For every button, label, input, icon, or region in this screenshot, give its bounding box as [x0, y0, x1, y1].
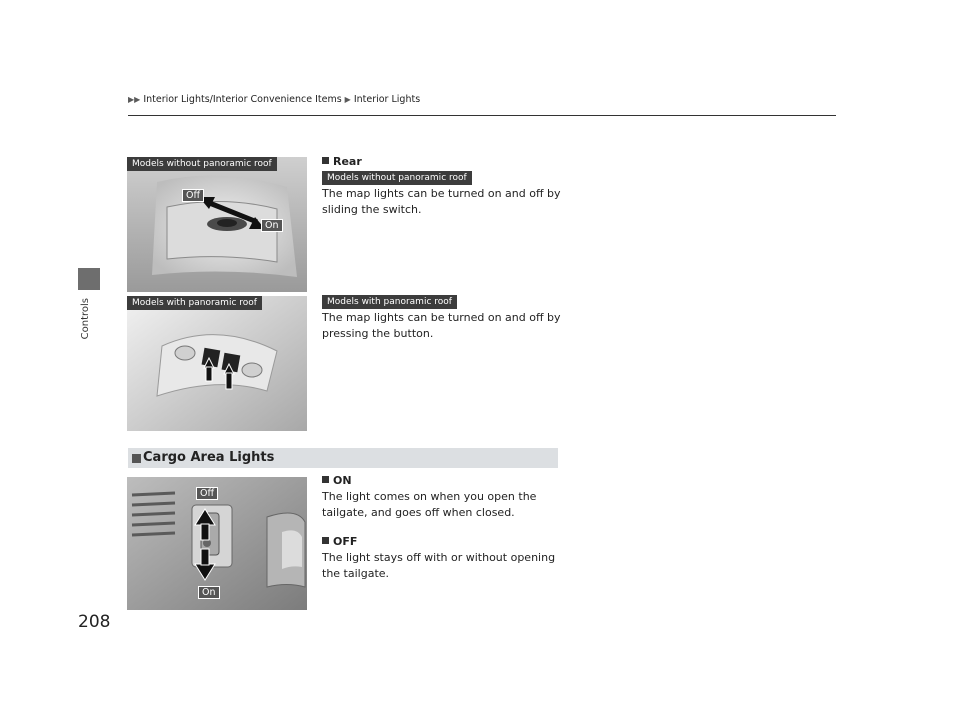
callout-on: On [261, 219, 283, 232]
cargo-on-heading: ON [322, 474, 352, 487]
chapter-tab-marker [78, 268, 100, 290]
breadcrumb-arrow-icon: ▶ [344, 95, 351, 104]
map-light-buttons-illustration [127, 296, 307, 431]
section-square-icon [132, 454, 141, 463]
figure-label: Models with panoramic roof [127, 296, 262, 310]
figure-label: Models without panoramic roof [127, 157, 277, 171]
section-header-cargo [128, 448, 558, 468]
bullet-square-icon [322, 537, 329, 544]
rear-with-roof-text: The map lights can be turned on and off by pressing the button. [322, 311, 561, 340]
figure-map-light-buttons [127, 296, 307, 431]
cargo-off-heading: OFF [322, 535, 357, 548]
callout-off: Off [196, 487, 218, 500]
rear-without-roof-text: The map lights can be turned on and off by sliding the switch. [322, 187, 561, 216]
callout-off: Off [182, 189, 204, 202]
callout-on: On [198, 586, 220, 599]
page-number: 208 [78, 612, 111, 632]
rear-heading: Rear [322, 155, 362, 168]
breadcrumb-item[interactable]: Interior Lights [353, 94, 421, 105]
breadcrumb-arrow-icon: ▶▶ [128, 95, 141, 104]
bullet-square-icon [322, 157, 329, 164]
breadcrumb [128, 94, 420, 105]
section-title: Cargo Area Lights [143, 450, 275, 465]
cargo-on-text: The light comes on when you open the tailgate, and goes off when closed. [322, 490, 537, 519]
breadcrumb-item[interactable]: Interior Lights/Interior Convenience Items [143, 94, 342, 105]
cargo-off-text: The light stays off with or without opening the tailgate. [322, 551, 556, 580]
model-tag-with-roof: Models with panoramic roof [322, 295, 457, 309]
figure-cargo-light-switch [127, 477, 307, 610]
bullet-square-icon [322, 476, 329, 483]
chapter-label: Controls [80, 298, 91, 340]
model-tag-without-roof: Models without panoramic roof [322, 171, 472, 185]
header-divider [128, 115, 836, 116]
figure-map-light-slide-switch [127, 157, 307, 292]
